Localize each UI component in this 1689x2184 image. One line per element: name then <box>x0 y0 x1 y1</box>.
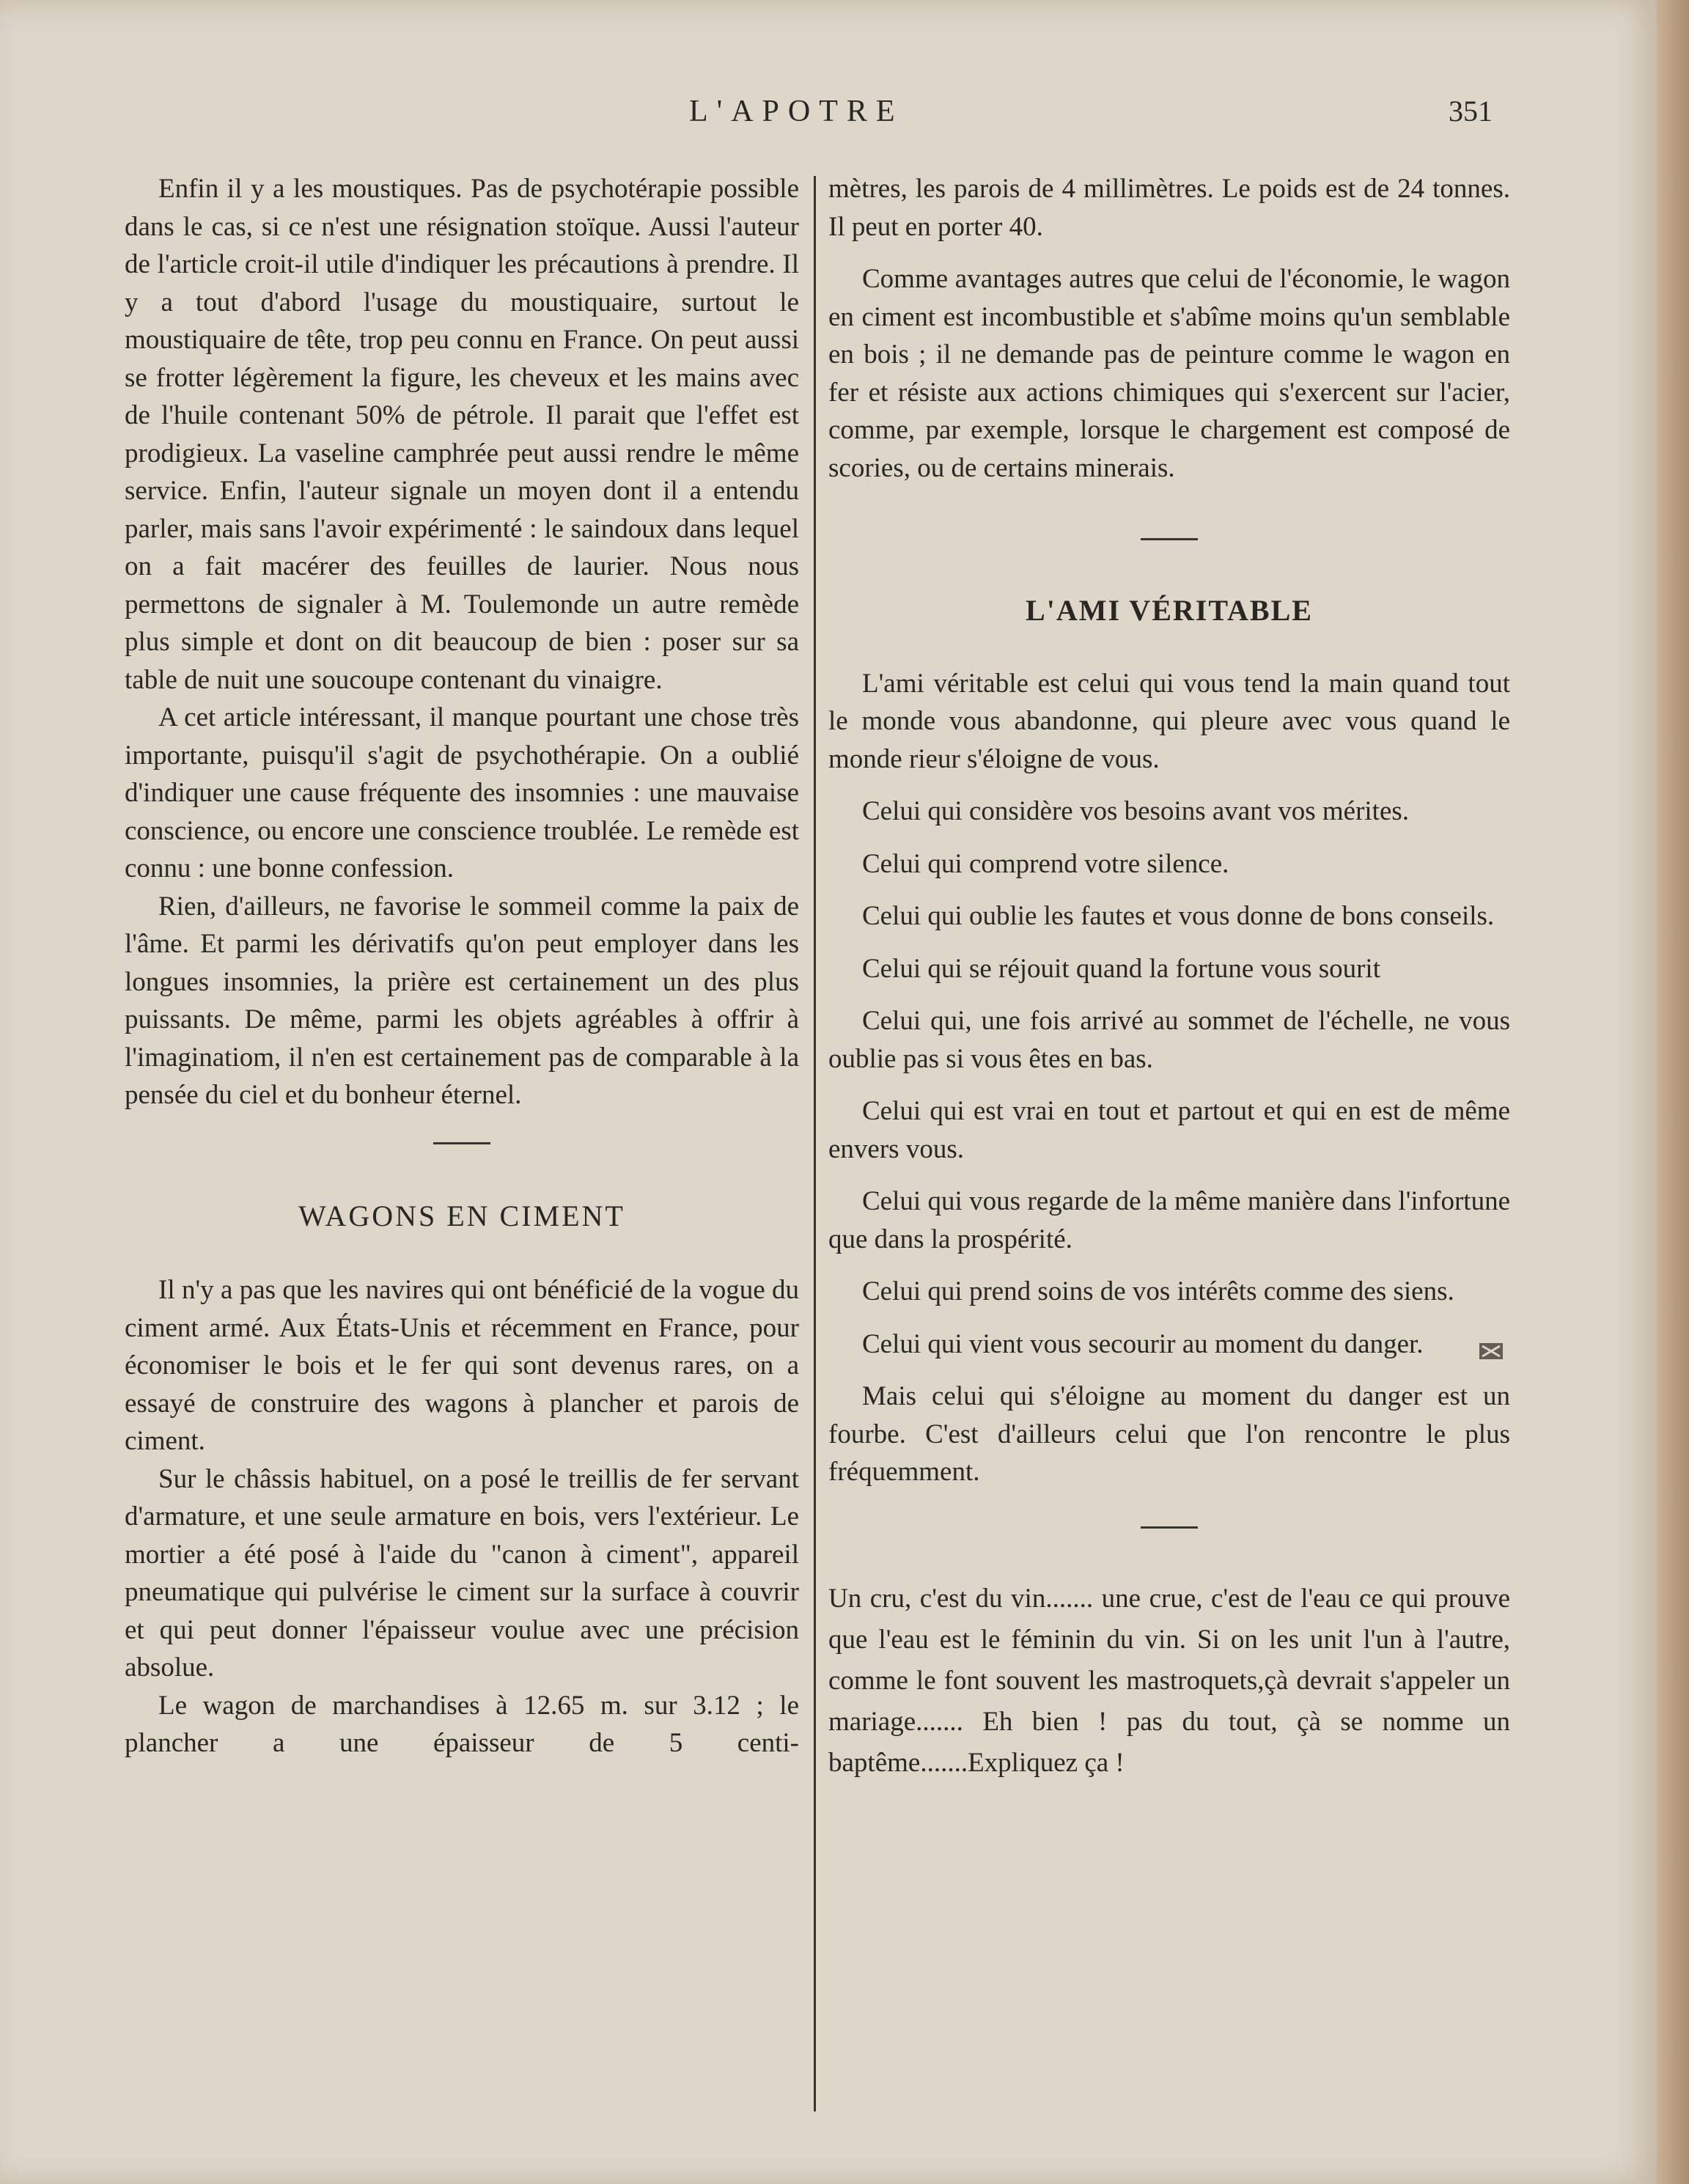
paragraph: Celui qui vient vous secourir au moment du danger. <box>862 1328 1424 1359</box>
running-head: L'APOTRE <box>689 95 904 128</box>
ornament-icon <box>1476 1336 1506 1361</box>
paragraph: Il n'y a pas que les navires qui ont bénéficié de la vogue du ciment armé. Aux États-Unis et récemment en France, pour économiser le bois et le fer qui sont devenus rares, on a essayé de construire des wagons à plancher et parois de ciment. <box>125 1275 799 1456</box>
paragraph: Celui qui vous regarde de la même manière dans l'infortune que dans la prospérité. <box>828 1186 1510 1254</box>
paragraph: Celui qui, une fois arrivé au sommet de l'échelle, ne vous oublie pas si vous êtes en bas. <box>828 1006 1510 1074</box>
paragraph: Enfin il y a les moustiques. Pas de psychotérapie possible dans le cas, si ce n'est une résignation stoïque. Aussi l'auteur de l'article croit-il utile d'indiquer les précautions à prendre. Il y a tout d'abord l'usage du moustiquaire, surtout le moustiquaire de tête, trop peu connu en France. On peut aussi se frotter légèrement la figure, les cheveux et les mains avec de l'huile contenant 50% de pétrole. Il parait que l'effet est prodigieux. La vaseline camphrée peut aussi rendre le même service. Enfin, l'auteur signale un moyen dont il a entendu parler, mais sans l'avoir expérimenté : le saindoux dans lequel on a fait macérer des feuilles de laurier. Nous nous permettons de signaler à M. Toulemonde un autre remède plus simple et dont on dit beaucoup de bien : poser sur sa table de nuit une soucoupe contenant du vinaigre. <box>125 174 799 695</box>
left-column <box>125 170 799 1762</box>
paragraph: A cet article intéressant, il manque pourtant une chose très importante, puisqu'il s'agit de psychothérapie. On a oublié d'indiquer une cause fréquente des insomnies : une mauvaise conscience, ou encore une conscience troublée. Le remède est connu : une bonne confession. <box>125 702 799 883</box>
page-number: 351 <box>1449 95 1493 128</box>
paragraph: Celui qui oublie les fautes et vous donne de bons conseils. <box>862 901 1495 931</box>
paragraph: Celui qui considère vos besoins avant vos mérites. <box>862 796 1410 826</box>
column-divider <box>814 176 816 2111</box>
joke-paragraph: Un cru, c'est du vin....... une crue, c'est de l'eau ce qui prouve que l'eau est le féminin du vin. Si on les unit l'un à l'autre, comme le font souvent les mastroquets,çà devrait s'appeler un mariage....... Eh bien ! pas du tout, çà se nomme un baptême.......Expliquez ça ! <box>828 1583 1510 1778</box>
page-edge <box>1657 0 1689 2184</box>
paragraph: Celui qui prend soins de vos intérêts comme des siens. <box>862 1276 1454 1306</box>
paragraph: mètres, les parois de 4 millimètres. Le poids est de 24 tonnes. Il peut en porter 40. <box>828 174 1510 242</box>
paragraph: Celui qui se réjouit quand la fortune vous sourit <box>862 953 1380 984</box>
section-title-wagons: WAGONS EN CIMENT <box>298 1199 625 1232</box>
paragraph: Sur le châssis habituel, on a posé le treillis de fer servant d'armature, et une seule armature en bois, vers l'extérieur. Le mortier a été posé à l'aide du "canon à ciment", appareil pneumatique qui pulvérise le ciment sur la surface à couvrir et qui peut donner l'épaisseur voulue avec une précision absolue. <box>125 1463 799 1683</box>
paragraph: Celui qui est vrai en tout et partout et qui en est de même envers vous. <box>828 1096 1510 1164</box>
section-title-ami: L'AMI VÉRITABLE <box>1026 594 1313 627</box>
paragraph: Mais celui qui s'éloigne au moment du danger est un fourbe. C'est d'ailleurs celui que l'on rencontre le plus fréquemment. <box>828 1381 1510 1487</box>
paragraph: L'ami véritable est celui qui vous tend la main quand tout le monde vous abandonne, qui pleure avec vous quand le monde rieur s'éloigne de vous. <box>828 668 1510 774</box>
right-column <box>828 170 1510 1784</box>
paragraph: Comme avantages autres que celui de l'économie, le wagon en ciment est incombustible et s'abîme moins qu'un semblable en bois ; il ne demande pas de peinture comme le wagon en fer et résiste aux actions chimiques qui s'exercent sur l'acier, comme, par exemple, lorsque le chargement est composé de scories, ou de certains minerais. <box>828 264 1510 483</box>
paragraph: Celui qui comprend votre silence. <box>862 848 1229 879</box>
paragraph: Rien, d'ailleurs, ne favorise le sommeil comme la paix de l'âme. Et parmi les dérivatifs qu'on peut employer dans les longues insomnies, la prière est certainement un des plus puissants. De même, parmi les objets agréables à offrir à l'imaginatiom, il n'en est certainement pas de comparable à la pensée du ciel et du bonheur éternel. <box>125 891 799 1110</box>
paragraph: Le wagon de marchandises à 12.65 m. sur 3.12 ; le plancher a une épaisseur de 5 centi- <box>125 1690 799 1758</box>
